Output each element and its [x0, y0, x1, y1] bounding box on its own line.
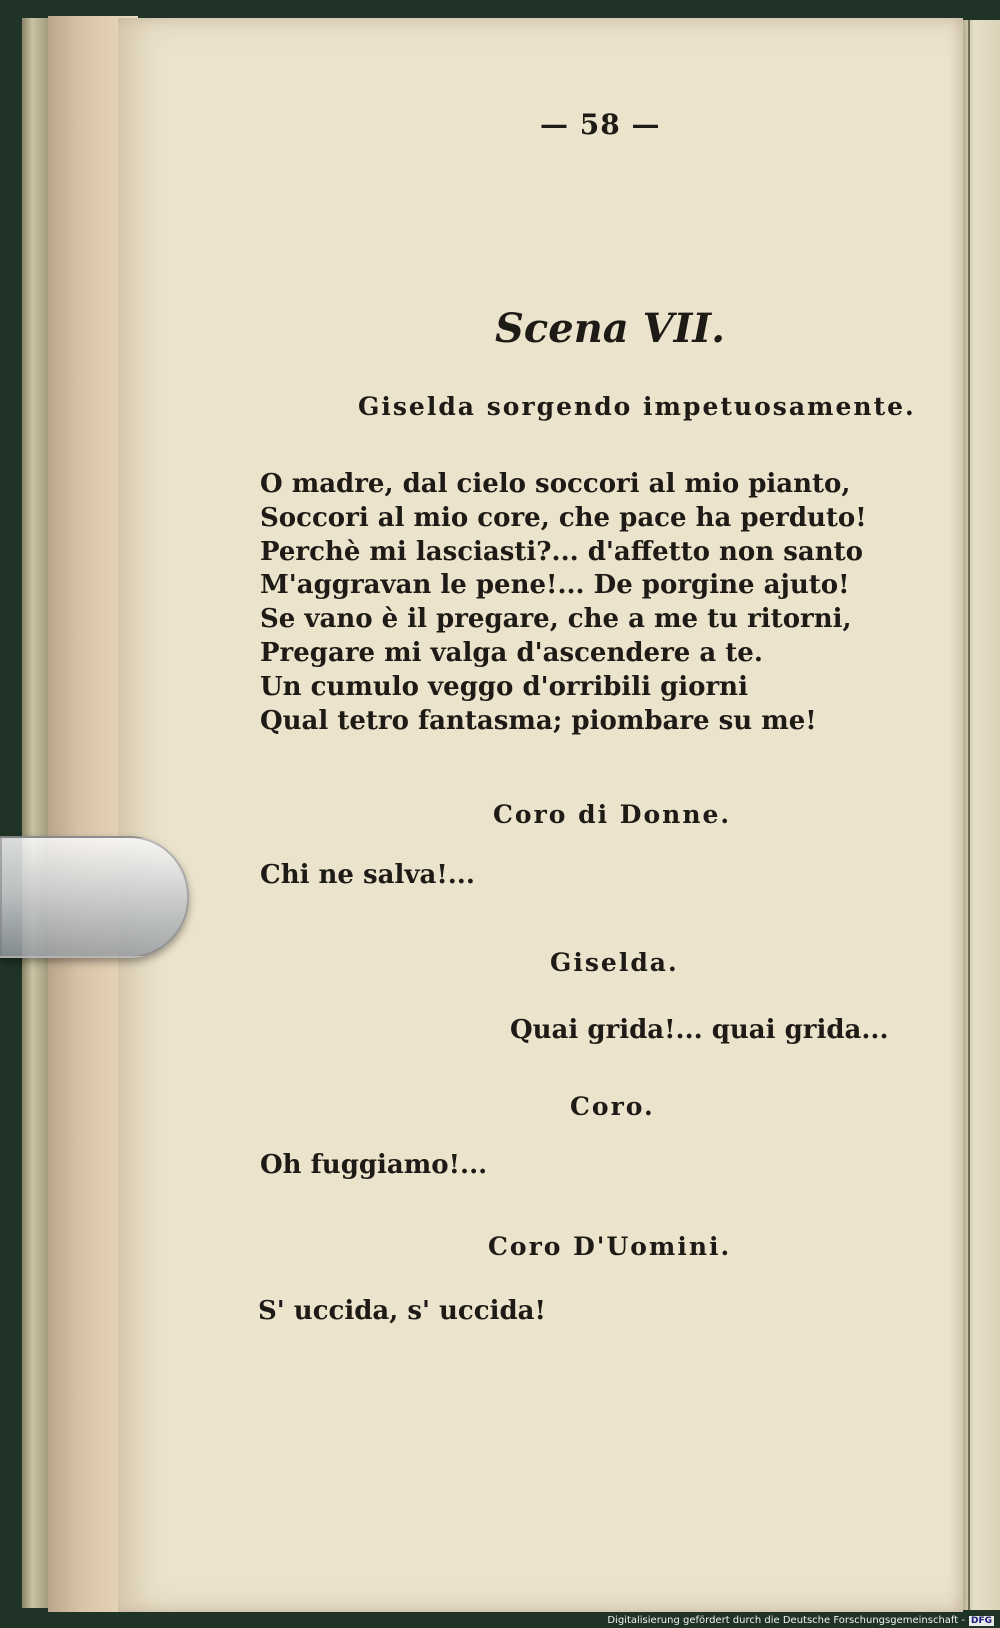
book-cover-edge	[22, 18, 48, 1608]
verse-block	[260, 468, 867, 738]
verse-line: Pregare mi valga d'ascendere a te.	[260, 637, 763, 668]
line-chi-ne-salva: Chi ne salva!...	[260, 860, 475, 890]
dfg-logo: DFG	[970, 1615, 992, 1626]
credit-text: Digitalisierung gefördert durch die Deutsche Forschungsgemeinschaft -	[607, 1615, 965, 1626]
stage-direction-giselda: Giselda sorgendo impetuosamente.	[358, 392, 916, 421]
page-gutter-line	[968, 20, 970, 1610]
speaker-coro-d-uomini: Coro D'Uomini.	[488, 1232, 732, 1261]
verse-line: M'aggravan le pene!... De porgine ajuto!	[260, 570, 850, 601]
scene-title: Scena VII.	[495, 305, 725, 352]
line-s-uccida: S' uccida, s' uccida!	[258, 1296, 546, 1326]
page-number: — 58 —	[540, 108, 661, 141]
line-oh-fuggiamo: Oh fuggiamo!...	[260, 1150, 488, 1180]
verse-line: Qual tetro fantasma; piombare su me!	[260, 705, 817, 736]
verse-line: O madre, dal cielo soccori al mio pianto,	[260, 469, 851, 499]
speaker-coro-di-donne: Coro di Donne.	[493, 800, 732, 829]
speaker-coro: Coro.	[570, 1092, 655, 1121]
page-holder-clip	[0, 836, 189, 958]
speaker-giselda: Giselda.	[550, 948, 679, 977]
digitization-credit	[607, 1615, 994, 1626]
verse-line: Un cumulo veggo d'orribili giorni	[260, 671, 748, 702]
line-quai-grida: Quai grida!... quai grida...	[510, 1015, 889, 1045]
verse-line: Perchè mi lasciasti?... d'affetto non santo	[260, 536, 863, 567]
verse-line: Soccori al mio core, che pace ha perduto!	[260, 502, 867, 533]
verse-line: Se vano è il pregare, che a me tu ritorni,	[260, 604, 852, 635]
